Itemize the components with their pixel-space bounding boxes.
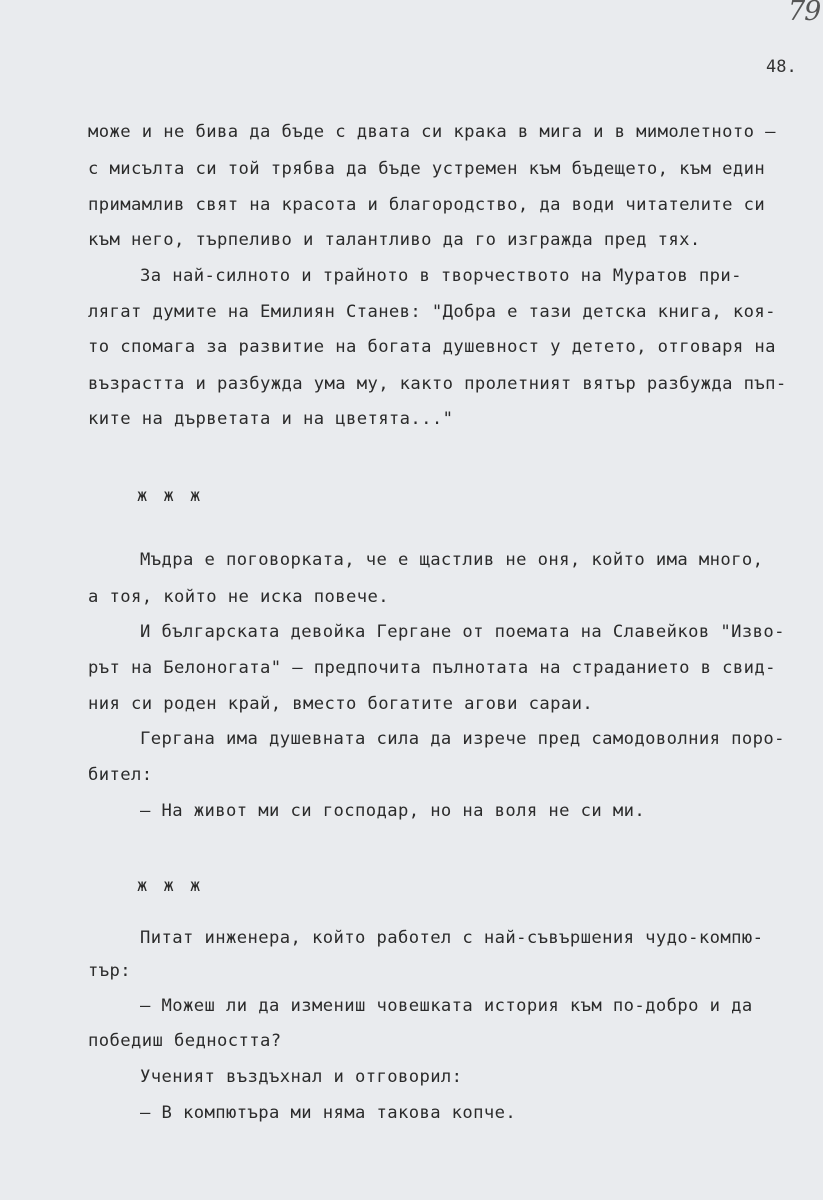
text-line: Ученият въздъхнал и отговорил: <box>140 1067 463 1087</box>
text-line: може и не бива да бъде с двата си крака в мига и в мимолетното – <box>88 122 776 142</box>
text-line: примамлив свят на красота и благородство, да води читателите си <box>88 195 766 215</box>
handwritten-folio-number: 79 <box>788 0 821 27</box>
text-line: ките на дърветата и на цветята..." <box>88 409 454 429</box>
text-line: Гергана има душевната сила да изрече пред самодоволния поро- <box>140 729 785 749</box>
text-line: то спомага за развитие на богата душевност у детето, отговаря на <box>88 337 776 357</box>
text-line: бител: <box>88 765 153 785</box>
text-line: а тоя, който не иска повече. <box>88 587 389 607</box>
section-separator: ж ж ж <box>137 876 204 896</box>
text-line: ния си роден край, вместо богатите агови сараи. <box>88 694 594 714</box>
text-line: – Можеш ли да измениш човешката история към по-добро и да <box>140 996 753 1016</box>
text-line: лягат думите на Емилиян Станев: "Добра е тази детска книга, коя- <box>88 302 776 322</box>
text-line: към него, търпеливо и талантливо да го изгражда пред тях. <box>88 230 701 250</box>
text-line: възрастта и разбужда ума му, както пролетният вятър разбужда пъп- <box>88 374 787 394</box>
text-line: рът на Белоногата" – предпочита пълнотата на страданието в свид- <box>88 658 776 678</box>
text-line: Мъдра е поговорката, че е щастлив не оня, който има много, <box>140 550 764 570</box>
text-line: Питат инженера, който работел с най-съвършения чудо-компю- <box>140 928 764 948</box>
page-number: 48. <box>766 57 797 77</box>
text-line: победиш бедността? <box>88 1031 282 1051</box>
text-line: с мисълта си той трябва да бъде устремен към бъдещето, към един <box>88 159 766 179</box>
text-line: За най-силното и трайното в творчеството на Муратов при- <box>140 266 742 286</box>
text-line: тър: <box>88 961 131 981</box>
section-separator: ж ж ж <box>137 486 204 506</box>
text-line: – На живот ми си господар, но на воля не си ми. <box>140 801 646 821</box>
text-line: И българската девойка Гергане от поемата на Славейков "Изво- <box>140 622 785 642</box>
text-line: – В компютъра ми няма такова копче. <box>140 1103 517 1123</box>
